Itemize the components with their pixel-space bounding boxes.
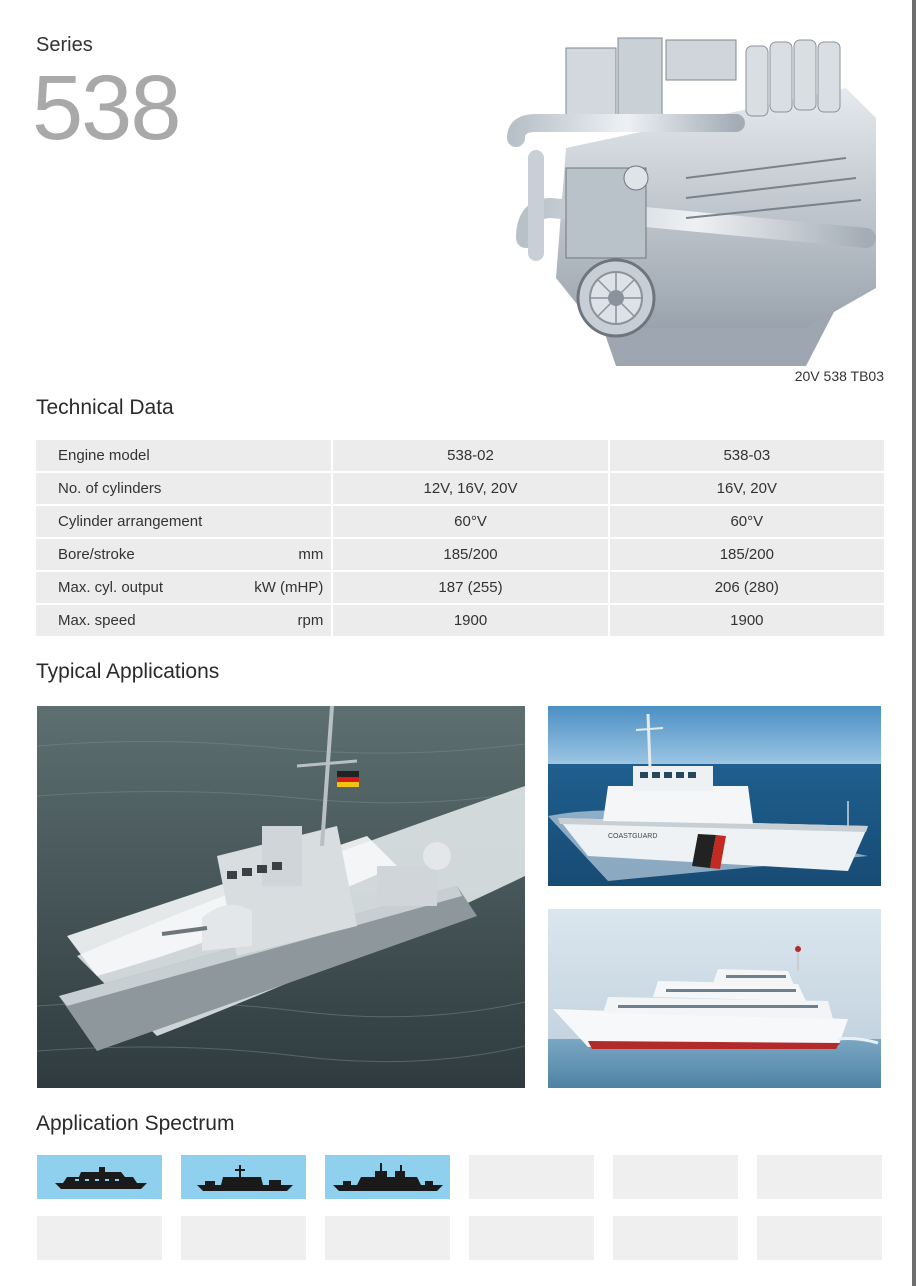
patrol-boat-photo [37, 706, 525, 1088]
table-row [36, 572, 884, 603]
technical-data-table [36, 438, 884, 638]
spectrum-cell-empty [37, 1216, 162, 1260]
row-value-538-03: 538-03 [610, 440, 884, 471]
row-value-538-02: 187 (255) [333, 572, 609, 603]
series-label: Series [36, 34, 93, 56]
spectrum-cell-yacht [37, 1155, 162, 1199]
yacht-icon [37, 1155, 162, 1199]
row-value-538-03: 16V, 20V [610, 473, 884, 504]
spectrum-cell-empty [757, 1216, 882, 1260]
application-spectrum-title: Application Spectrum [36, 1112, 235, 1135]
spectrum-cell-empty [325, 1216, 450, 1260]
row-value-538-02: 12V, 16V, 20V [333, 473, 609, 504]
row-value-538-02: 538-02 [333, 440, 609, 471]
yacht-photo [548, 909, 881, 1088]
row-unit: mm [247, 539, 333, 570]
row-value-538-02: 185/200 [333, 539, 609, 570]
spectrum-cell-patrol-boat [181, 1155, 306, 1199]
row-value-538-03: 185/200 [610, 539, 884, 570]
spectrum-cell-empty [181, 1216, 306, 1260]
typical-applications-title: Typical Applications [36, 660, 220, 683]
row-label: Bore/stroke [36, 539, 247, 570]
frigate-icon [325, 1155, 450, 1199]
technical-data-title: Technical Data [36, 396, 174, 419]
engine-illustration [506, 28, 886, 373]
table-row [36, 605, 884, 636]
table-row [36, 506, 884, 537]
row-unit [247, 440, 333, 471]
table-row [36, 539, 884, 570]
row-value-538-03: 1900 [610, 605, 884, 636]
row-value-538-03: 60°V [610, 506, 884, 537]
row-label: Max. speed [36, 605, 247, 636]
spectrum-cell-empty [613, 1155, 738, 1199]
row-label: Cylinder arrangement [36, 506, 247, 537]
row-label: No. of cylinders [36, 473, 247, 504]
row-unit: kW (mHP) [247, 572, 333, 603]
engine-image [506, 28, 886, 373]
row-unit: rpm [247, 605, 333, 636]
spectrum-cell-empty [757, 1155, 882, 1199]
row-label: Max. cyl. output [36, 572, 247, 603]
row-value-538-03: 206 (280) [610, 572, 884, 603]
page-edge [912, 0, 916, 1286]
coastguard-hull-text: COASTGUARD [608, 833, 658, 840]
engine-caption: 20V 538 TB03 [794, 368, 884, 384]
series-number: 538 [32, 57, 180, 159]
table-row [36, 440, 884, 471]
spectrum-cell-frigate [325, 1155, 450, 1199]
row-unit [247, 473, 333, 504]
spectrum-cell-empty [469, 1155, 594, 1199]
table-row [36, 473, 884, 504]
row-value-538-02: 1900 [333, 605, 609, 636]
patrol-boat-icon [181, 1155, 306, 1199]
row-value-538-02: 60°V [333, 506, 609, 537]
row-label: Engine model [36, 440, 247, 471]
coastguard-ship-photo [548, 706, 881, 886]
spectrum-cell-empty [613, 1216, 738, 1260]
row-unit [247, 506, 333, 537]
spectrum-cell-empty [469, 1216, 594, 1260]
